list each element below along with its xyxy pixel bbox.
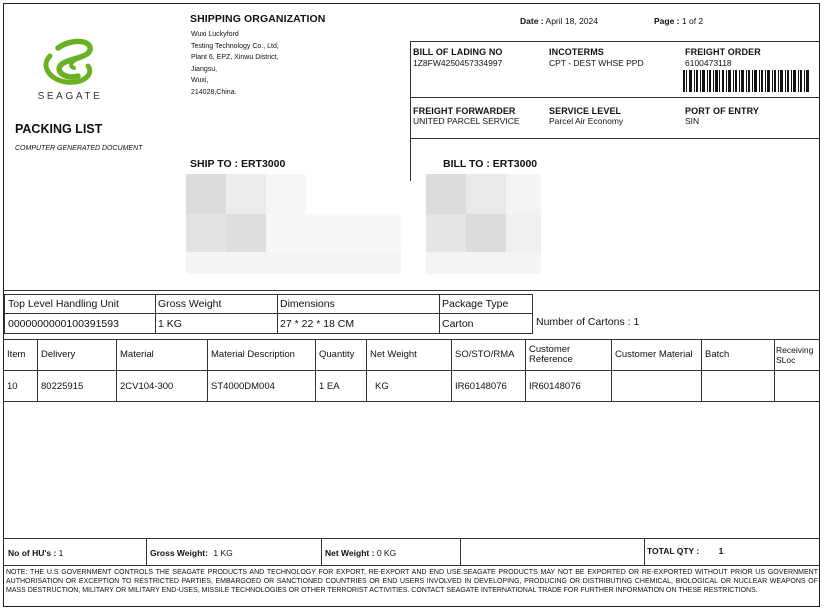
freight-order-label: FREIGHT ORDER [685, 47, 761, 57]
col-header-item: Item [7, 349, 26, 360]
handling-unit-table [4, 294, 533, 334]
cell-quantity: 1 EA [319, 380, 340, 392]
cell-item: 10 [7, 380, 18, 392]
cell-material-description: ST4000DM004 [211, 380, 275, 392]
total-net-weight [325, 548, 396, 558]
page-label: Page : [654, 16, 680, 26]
address-line: Wuxi Luckyford [191, 31, 239, 38]
total-qty [647, 546, 723, 556]
brand-name: SEAGATE [37, 91, 103, 102]
port-of-entry-value: SIN [685, 116, 700, 126]
col-header-delivery: Delivery [41, 349, 76, 360]
port-of-entry-label: PORT OF ENTRY [685, 106, 759, 116]
col-header-receiving-sloc: Receiving SLoc [776, 345, 814, 365]
freight-forwarder-value: UNITED PARCEL SERVICE [413, 116, 520, 126]
hu-header-top-level: Top Level Handling Unit [8, 298, 119, 310]
col-header-material-description: Material Description [211, 349, 295, 360]
page-field [654, 16, 703, 26]
col-header-batch: Batch [705, 349, 730, 360]
hu-value-gross-weight: 1 KG [158, 317, 182, 330]
total-hus-label: No of HU's : [8, 548, 57, 558]
cell-receiving-sloc [774, 371, 820, 401]
hu-header-dimensions: Dimensions [280, 298, 335, 310]
hu-value-top-level: 0000000000100391593 [8, 317, 119, 330]
col-header-so-sto-rma: SO/STO/RMA [455, 349, 515, 360]
freight-forwarder-label: FREIGHT FORWARDER [413, 106, 516, 116]
cell-net-weight: KG [375, 380, 389, 392]
hu-value-package-type: Carton [442, 317, 474, 330]
cell-customer-reference: IR60148076 [529, 380, 581, 392]
date-field [520, 16, 598, 26]
shipping-org-address [191, 29, 279, 98]
hu-header-package-type: Package Type [442, 298, 509, 310]
export-control-note: NOTE: THE U.S GOVERNMENT CONTROLS THE SEAGATE PRODUCTS AND TECHNOLOGY FOR EXPORT, RE-EXPORT AND END USE.SEAGATE PRODUCTS MAY NOT BE EXPORTED OR RE-EXPORTED WITHOUT PRIOR US GOVERNMENT AUTHORISATION OR EXCEPTION TO RESTRICTED PARTIES, EMBARGOED OR SANCTIONED COUNTRIES OR END USERS INVOLVED IN DEVELOPING, PRODUCING OR DISTRIBUTING CHEMICAL, BIOLOGICAL OR NUCLEAR WEAPONS OF MASS DESTRUCTION, MILITARY OR MILITARY END-USES, MISSILE TECHNOLOGIES OR OTHER TERRORIST ACTIVITIES. CONTACT SEAGATE INTERNATIONAL TRADE FOR FURTHER INFORMATION ON THESE RESTRICTIONS. [6, 569, 818, 594]
total-gross-weight [150, 548, 233, 558]
document-subtitle: COMPUTER GENERATED DOCUMENT [15, 145, 143, 152]
seagate-swirl-icon [28, 36, 112, 88]
items-table [3, 339, 820, 402]
col-header-customer-material: Customer Material [615, 349, 693, 360]
total-gross-value: 1 KG [213, 548, 233, 558]
bill-of-lading-value: 1Z8FW4250457334997 [413, 58, 503, 68]
totals-row [3, 538, 820, 566]
total-qty-label: TOTAL QTY : [647, 546, 700, 556]
ship-to-address-redacted [186, 172, 401, 274]
bill-to-address-redacted [426, 172, 541, 274]
address-line: Plant 6, EPZ, Xinwu District, [191, 54, 279, 61]
date-value: April 18, 2024 [545, 16, 598, 26]
col-header-customer-reference: Customer Reference [529, 344, 573, 365]
freight-order-value: 6100473118 [685, 58, 732, 68]
barcode-icon [683, 70, 811, 92]
incoterms-value: CPT - DEST WHSE PPD [549, 58, 644, 68]
page-title: PACKING LIST [15, 122, 103, 136]
col-header-quantity: Quantity [319, 349, 355, 360]
bill-to-label: BILL TO : ERT3000 [443, 158, 538, 170]
address-line: Testing Technology Co., Ltd, [191, 42, 279, 50]
date-label: Date : [520, 16, 544, 26]
cell-material: 2CV104-300 [120, 380, 174, 392]
col-header-material: Material [120, 349, 154, 360]
total-hus-value: 1 [58, 548, 64, 558]
hu-value-dimensions: 27 * 22 * 18 CM [280, 317, 355, 330]
ship-to-label: SHIP TO : ERT3000 [190, 158, 286, 170]
cell-so-sto-rma: IR60148076 [455, 380, 507, 392]
total-net-label: Net Weight : [325, 548, 375, 558]
total-net-value: 0 KG [376, 548, 397, 558]
total-hus [8, 548, 63, 558]
incoterms-label: INCOTERMS [549, 47, 604, 57]
cell-batch [701, 371, 774, 401]
page-value: 1 of 2 [681, 16, 704, 26]
service-level-value: Parcel Air Economy [549, 116, 624, 126]
total-gross-label: Gross Weight: [150, 548, 208, 558]
total-qty-value: 1 [718, 546, 724, 556]
address-line: 214028,China. [191, 88, 237, 96]
number-of-cartons: Number of Cartons : 1 [536, 316, 640, 328]
address-line: Jiangsu, [191, 65, 218, 73]
service-level-label: SERVICE LEVEL [549, 106, 622, 116]
shipping-org-label: SHIPPING ORGANIZATION [190, 13, 326, 25]
col-header-net-weight: Net Weight [370, 349, 417, 360]
cell-delivery: 80225915 [41, 380, 84, 392]
address-line: Wuxi, [191, 77, 209, 84]
hu-header-gross-weight: Gross Weight [158, 298, 222, 310]
cell-customer-material [611, 371, 701, 401]
seagate-logo [28, 36, 112, 106]
bill-of-lading-label: BILL OF LADING NO [413, 47, 503, 57]
